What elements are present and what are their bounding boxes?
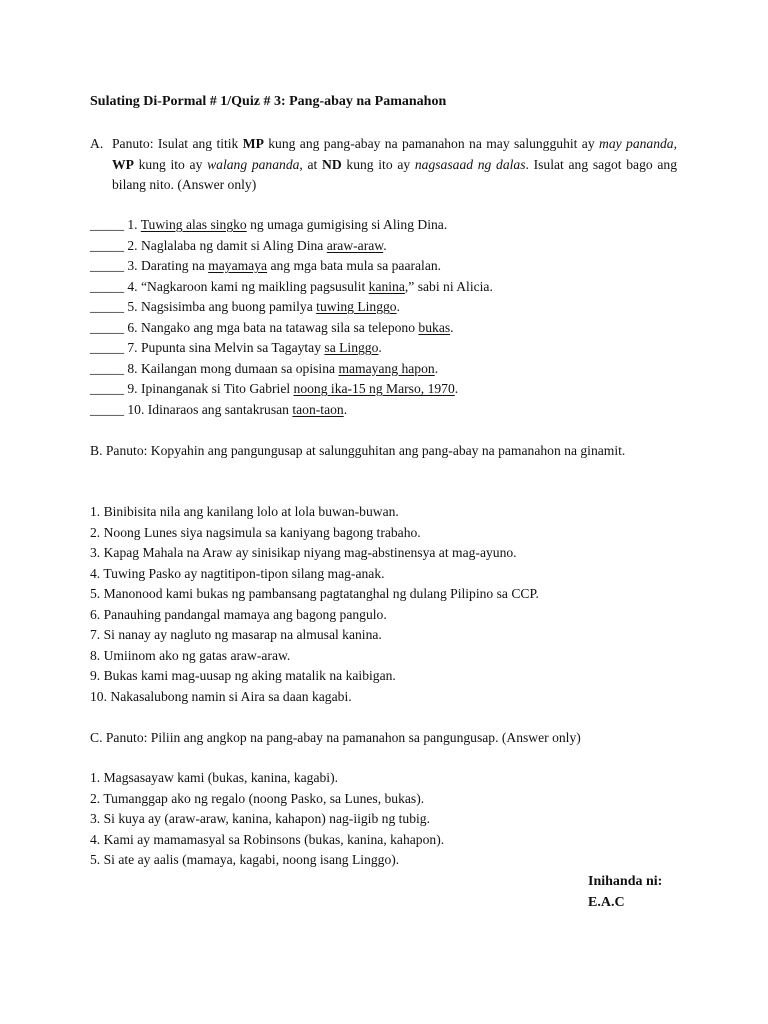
answer-blank: _____ (90, 299, 124, 314)
section-a-item (90, 338, 690, 359)
section-a-item (90, 379, 690, 400)
item-text: Pupunta sina Melvin sa Tagaytay (140, 340, 325, 355)
section-b-item: 6. Panauhing pandangal mamaya ang bagong pangulo. (90, 606, 387, 622)
answer-blank: _____ (90, 278, 124, 294)
item-number: 7. (123, 340, 141, 355)
item-text: Nagsisimba ang buong pamilya (140, 299, 317, 314)
section-c-item: 4. Kami ay mamamasyal sa Robinsons (bukas, kanina, kahapon). (90, 831, 445, 847)
section-c-list (90, 768, 690, 871)
section-a-item (90, 359, 690, 380)
item-number: 1. (123, 217, 141, 232)
item-text: “Nagkaroon kami ng maikling pagsusulit (140, 278, 369, 294)
item-number: 5. (123, 299, 141, 314)
underlined-adverb: Tuwing alas singko (140, 217, 247, 232)
item-text: Idinaraos ang santakrusan (147, 401, 293, 417)
section-a-item (90, 277, 690, 298)
item-number: 8. (123, 360, 141, 376)
item-text: Darating na (140, 258, 209, 273)
section-b-item: 10. Nakasalubong namin si Aira sa daan kagabi. (90, 688, 352, 704)
underlined-adverb: sa Linggo (324, 340, 379, 355)
answer-blank: _____ (90, 258, 124, 273)
section-b-instruction: B. Panuto: Kopyahin ang pangungusap at salungguhitan ang pang-abay na pamanahon na ginamit. (90, 443, 626, 458)
item-number: 9. (123, 381, 141, 396)
answer-blank: _____ (90, 237, 124, 253)
underlined-adverb: mayamaya (208, 258, 268, 273)
section-c-item: 3. Si kuya ay (araw-araw, kanina, kahapon) nag-iigib ng tubig. (90, 811, 430, 826)
section-b-item: 4. Tuwing Pasko ay nagtitipon-tipon silang mag-anak. (90, 565, 385, 581)
section-a-item (90, 215, 690, 236)
item-text: . (343, 401, 348, 417)
prepared-by-label: Inihanda ni: (588, 874, 663, 889)
section-a-item (90, 256, 690, 277)
answer-blank: _____ (90, 360, 124, 376)
section-b-item: 2. Noong Lunes siya nagsimula sa kaniyang bagong trabaho. (90, 524, 421, 540)
item-number: 10. (123, 401, 148, 417)
item-text: ,” sabi ni Alicia. (404, 278, 493, 294)
section-b-item: 9. Bukas kami mag-uusap ng aking matalik na kaibigan. (90, 668, 396, 683)
section-c-item: 1. Magsasayaw kami (bukas, kanina, kagabi). (90, 770, 339, 785)
section-a-instruction: A. Panuto: Isulat ang titik MP kung ang pang-abay na pamanahon na may salungguhit ay may pananda, WP kung ito ay walang pananda, at ND kung ito ay nagsasaad ng dalas. Isulat ang sagot bago ang bilang nito. (Answer only) (90, 136, 678, 192)
item-text: Kailangan mong dumaan sa opisina (140, 360, 339, 376)
underlined-adverb: kanina (368, 278, 405, 294)
section-b-item: 3. Kapag Mahala na Araw ay sinisikap niyang mag-abstinensya at mag-ayuno. (90, 545, 517, 560)
item-text: . (378, 340, 382, 355)
underlined-adverb: noong ika-15 ng Marso, 1970 (293, 381, 455, 396)
item-text: Nangako ang mga bata na tatawag sila sa telepono (140, 319, 419, 335)
item-text: Naglalaba ng damit si Aling Dina (140, 237, 327, 253)
item-text: . (383, 237, 387, 253)
item-number: 6. (123, 319, 141, 335)
section-c-instruction: C. Panuto: Piliin ang angkop na pang-abay na pamanahon sa pangungusap. (Answer only) (90, 730, 581, 745)
section-a-item (90, 400, 690, 421)
answer-blank: _____ (90, 381, 124, 396)
section-b-item: 5. Manonood kami bukas ng pambansang pagtatanghal ng dulang Pilipino sa CCP. (90, 586, 539, 601)
item-text: ng umaga gumigising si Aling Dina. (246, 217, 448, 232)
item-number: 3. (123, 258, 141, 273)
section-c-item: 5. Si ate ay aalis (mamaya, kagabi, noong isang Linggo). (90, 852, 400, 867)
underlined-adverb: tuwing Linggo (316, 299, 397, 314)
author-initials: E.A.C (588, 895, 625, 910)
section-b-item: 8. Umiinom ako ng gatas araw-araw. (90, 647, 291, 663)
section-b-item: 7. Si nanay ay nagluto ng masarap na almusal kanina. (90, 627, 382, 642)
section-b-item: 1. Binibisita nila ang kanilang lolo at lola buwan-buwan. (90, 504, 399, 519)
section-b-list (90, 502, 690, 707)
item-text: . (434, 360, 439, 376)
underlined-adverb: araw-araw (326, 237, 384, 253)
item-text: . (396, 299, 401, 314)
section-a-list (90, 215, 690, 420)
item-text: Ipinanganak si Tito Gabriel (140, 381, 294, 396)
item-number: 2. (123, 237, 141, 253)
underlined-adverb: mamayang hapon (338, 360, 435, 376)
item-text: ang mga bata mula sa paaralan. (267, 258, 442, 273)
item-text: . (450, 319, 454, 335)
section-c-item: 2. Tumanggap ako ng regalo (noong Pasko, sa Lunes, bukas). (90, 790, 425, 806)
section-a-item (90, 318, 690, 339)
answer-blank: _____ (90, 319, 124, 335)
item-text: . (454, 381, 459, 396)
page-title: Sulating Di-Pormal # 1/Quiz # 3: Pang-abay na Pamanahon (90, 94, 447, 109)
section-a-item (90, 236, 690, 257)
answer-blank: _____ (90, 340, 124, 355)
answer-blank: _____ (90, 401, 124, 417)
answer-blank: _____ (90, 217, 124, 232)
underlined-adverb: taon-taon (292, 401, 344, 417)
item-number: 4. (123, 278, 141, 294)
section-a-item (90, 297, 690, 318)
underlined-adverb: bukas (418, 319, 451, 335)
